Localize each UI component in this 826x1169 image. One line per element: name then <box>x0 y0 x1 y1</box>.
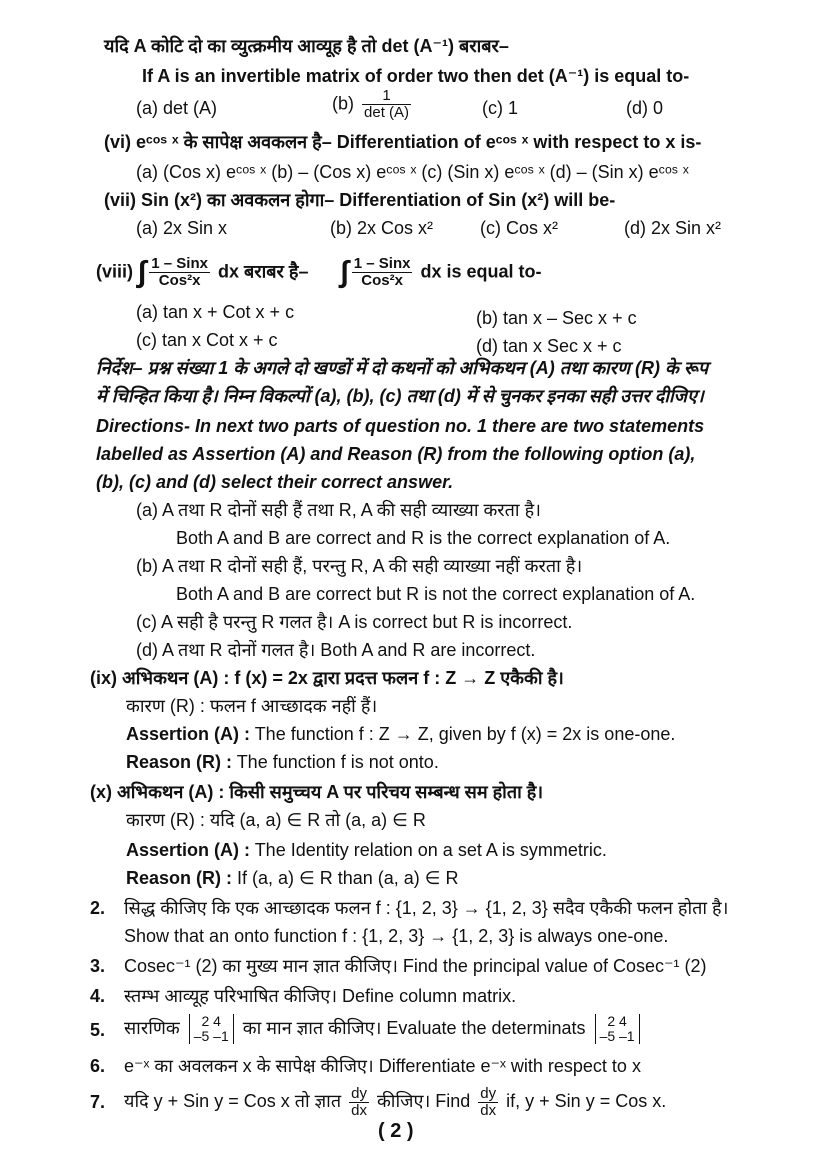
fraction-numerator: 1 – Sinx <box>353 255 411 272</box>
q-ix-hindi-reason: कारण (R) : फलन f आच्छादक नहीं हैं। <box>126 696 378 716</box>
q-v-option-b-label: (b) <box>332 93 354 114</box>
determinant-row-1: 2 4 <box>201 1013 221 1030</box>
q3-number: 3. <box>90 956 106 976</box>
q5-number: 5. <box>90 1020 106 1040</box>
ar-option-a-english: Both A and B are correct and R is the correct explanation of A. <box>176 528 671 548</box>
q5-tail: का मान ज्ञात कीजिए। Evaluate the determinats <box>242 1018 586 1038</box>
fraction-denominator: Cos²x <box>361 272 403 289</box>
q-viii-hindi-tail: dx बराबर है– <box>217 261 309 282</box>
q-ix-hindi-assertion <box>90 666 564 690</box>
determinant-row-2: –5 –1 <box>599 1028 635 1045</box>
fraction-denominator: dx <box>480 1101 497 1119</box>
q7-english-tail: if, y + Sin y = Cos x. <box>506 1091 667 1111</box>
determinant-row-2: –5 –1 <box>193 1028 229 1045</box>
assertion-text: The function f : Z → Z, given by f (x) = 2x is one-one. <box>250 724 676 744</box>
q-vi-question: (vi) eᶜᵒˢ ˣ के सापेक्ष अवकलन है– Differentiation of eᶜᵒˢ ˣ with respect to x is- <box>104 132 702 152</box>
q2-number: 2. <box>90 898 106 918</box>
reason-text: The function f is not onto. <box>232 752 439 772</box>
directions-english-line-3: (b), (c) and (d) select their correct answer. <box>96 472 454 492</box>
q4-number: 4. <box>90 986 106 1006</box>
q-v-hindi: यदि A कोटि दो का व्युत्क्रमीय आव्यूह है तो det (A⁻¹) बराबर– <box>104 36 509 56</box>
fraction-numerator: 1 – Sinx <box>151 255 208 272</box>
q-viii-option-b: (b) tan x – Sec x + c <box>476 308 637 328</box>
fraction-numerator: dy <box>351 1084 367 1102</box>
q-vii-option-b: (b) 2x Cos x² <box>330 218 434 238</box>
q-v-option-d: (d) 0 <box>626 98 664 118</box>
integral-sign: ∫ <box>138 255 147 289</box>
fraction-denominator: dx <box>351 1101 367 1119</box>
q-viii-option-d: (d) tan x Sec x + c <box>476 336 622 356</box>
reason-label: Reason (R) : <box>126 868 233 888</box>
fraction-numerator: dy <box>480 1084 497 1102</box>
q-v-option-c: (c) 1 <box>482 98 518 118</box>
q7-number: 7. <box>90 1092 106 1112</box>
q7-fraction <box>349 1086 369 1119</box>
reason-label: Reason (R) : <box>126 752 233 772</box>
q5-determinant-english <box>595 1014 640 1044</box>
ar-option-b-english: Both A and B are correct but R is not the correct explanation of A. <box>176 584 696 604</box>
q5-determinant <box>189 1014 234 1044</box>
ar-option-d: (d) A तथा R दोनों गलत है। Both A and R are incorrect. <box>136 640 536 660</box>
q2-hindi: सिद्ध कीजिए कि एक आच्छादक फलन f : {1, 2, 3} → {1, 2, 3} सदैव एकैकी फलन होता है। <box>124 898 729 918</box>
q-x-assertion <box>126 838 607 862</box>
fraction-denominator: det (A) <box>364 104 410 121</box>
q7-hindi: यदि y + Sin y = Cos x तो ज्ञात <box>124 1091 342 1111</box>
q-v-option-b <box>332 88 414 121</box>
q3-text: Cosec⁻¹ (2) का मुख्य मान ज्ञात कीजिए। Find the principal value of Cosec⁻¹ (2) <box>124 956 707 976</box>
q-v-option-b-fraction <box>362 88 411 121</box>
assertion-label: Assertion (A) : <box>126 724 251 744</box>
q-ix-reason <box>126 750 439 774</box>
integral-sign: ∫ <box>340 255 349 289</box>
q-vii-option-d: (d) 2x Sin x² <box>624 218 722 238</box>
determinant-row-1: 2 4 <box>607 1013 627 1030</box>
assertion-label: Assertion (A) : <box>126 840 251 860</box>
directions-english-line-2: labelled as Assertion (A) and Reason (R) from the following option (a), <box>96 444 696 464</box>
directions-hindi-line-2: में चिन्हित किया है। निम्न विकल्पों (a), (b), (c) तथा (d) में से चुनकर इनका सही उत्तर दीजिए। <box>96 386 704 406</box>
q-vii-question: (vii) Sin (x²) का अवकलन होगा– Differentiation of Sin (x²) will be- <box>104 190 616 210</box>
q-ix-assertion <box>126 722 675 746</box>
q-vii-option-a: (a) 2x Sin x <box>136 218 228 238</box>
q7-fraction-english <box>478 1086 498 1119</box>
fraction-numerator: 1 <box>362 88 411 105</box>
q-viii-question <box>96 256 542 289</box>
directions-english-line-1: Directions- In next two parts of question no. 1 there are two statements <box>96 416 705 436</box>
q5-text <box>124 1010 644 1046</box>
q-x-reason <box>126 866 458 890</box>
q-vi-options: (a) (Cos x) eᶜᵒˢ ˣ (b) – (Cos x) eᶜᵒˢ ˣ (c) (Sin x) eᶜᵒˢ ˣ (d) – (Sin x) eᶜᵒˢ ˣ <box>136 162 689 182</box>
q4-text: स्तम्भ आव्यूह परिभाषित कीजिए। Define column matrix. <box>124 986 517 1006</box>
q-ix-hindi-assertion-text: (ix) अभिकथन (A) : f (x) = 2x द्वारा प्रदत्त फलन f : Z → Z एकैकी है। <box>90 668 564 688</box>
q2-english: Show that an onto function f : {1, 2, 3} → {1, 2, 3} is always one-one. <box>124 926 669 946</box>
q-viii-english-tail: dx is equal to- <box>420 261 542 282</box>
q7-text <box>124 1082 666 1120</box>
q-v-english: If A is an invertible matrix of order two then det (A⁻¹) is equal to- <box>142 66 690 86</box>
q5-hindi: सारणिक <box>124 1018 180 1038</box>
q-viii-fraction-english <box>352 256 413 289</box>
ar-option-b-hindi: (b) A तथा R दोनों सही हैं, परन्तु R, A की सही व्याख्या नहीं करता है। <box>136 556 583 576</box>
q-viii-number: (viii) <box>96 261 134 282</box>
q-x-hindi-assertion: (x) अभिकथन (A) : किसी समुच्चय A पर परिचय सम्बन्ध सम होता है। <box>90 782 544 802</box>
q7-hindi-tail: कीजिए। Find <box>376 1091 471 1111</box>
directions-hindi-line-1: निर्देश– प्रश्न संख्या 1 के अगले दो खण्डों में दो कथनों को अभिकथन (A) तथा कारण (R) के रूप <box>96 358 709 378</box>
q-viii-fraction <box>149 256 210 289</box>
q-vii-option-c: (c) Cos x² <box>480 218 558 238</box>
q-viii-option-c: (c) tan x Cot x + c <box>136 330 278 350</box>
ar-option-a-hindi: (a) A तथा R दोनों सही हैं तथा R, A की सही व्याख्या करता है। <box>136 500 541 520</box>
reason-text: If (a, a) ∈ R than (a, a) ∈ R <box>232 868 459 888</box>
q-x-hindi-reason: कारण (R) : यदि (a, a) ∈ R तो (a, a) ∈ R <box>126 810 426 830</box>
page-number: ( 2 ) <box>378 1120 414 1142</box>
q-v-option-a: (a) det (A) <box>136 98 218 118</box>
q-viii-option-a: (a) tan x + Cot x + c <box>136 302 295 322</box>
fraction-denominator: Cos²x <box>158 272 201 289</box>
q6-text: e⁻ˣ का अवलकन x के सापेक्ष कीजिए। Differentiate e⁻ˣ with respect to x <box>124 1056 641 1076</box>
q6-number: 6. <box>90 1056 106 1076</box>
assertion-text: The Identity relation on a set A is symmetric. <box>250 840 607 860</box>
ar-option-c: (c) A सही है परन्तु R गलत है। A is correct but R is incorrect. <box>136 612 573 632</box>
